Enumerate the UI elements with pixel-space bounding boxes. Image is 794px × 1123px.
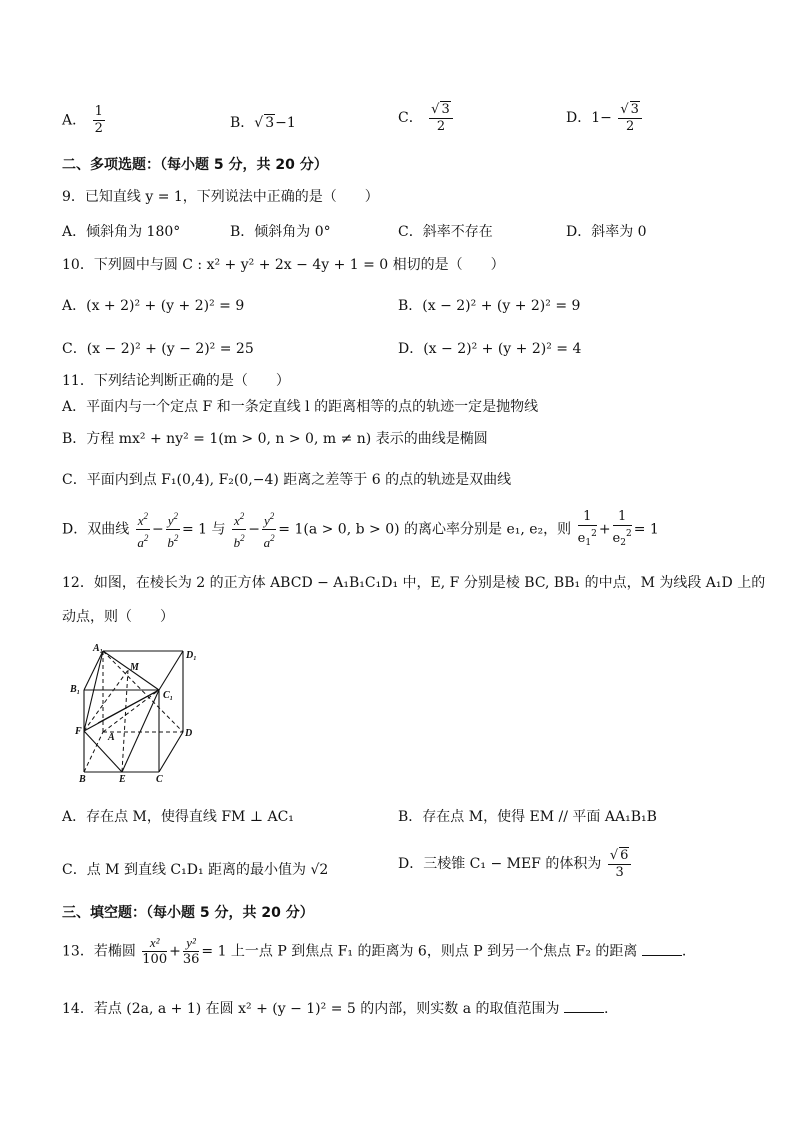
q12-option-b: B．存在点 M，使得 EM // 平面 AA₁B₁B	[398, 809, 657, 825]
label-b1: B₁	[70, 684, 81, 695]
q13-answer-blank[interactable]	[642, 943, 682, 956]
label-f: F	[75, 726, 82, 737]
section-title-fill-blank: 三、填空题：（每小题 5 分，共 20 分）	[62, 905, 314, 921]
q10-option-c: C．(x − 2)² + (y − 2)² = 25	[62, 341, 254, 357]
q8-option-a: A． $\frac{1}{2}$	[62, 104, 103, 136]
q10-option-b: B．(x − 2)² + (y + 2)² = 9	[398, 298, 581, 314]
q11-option-b: B．方程 mx² + ny² = 1(m > 0, n > 0, m ≠ n) 表示的曲线是椭圆	[62, 431, 488, 447]
q10-option-d: D．(x − 2)² + (y + 2)² = 4	[398, 341, 582, 357]
q10-option-a: A．(x + 2)² + (y + 2)² = 9	[62, 298, 245, 314]
q9-stem: 9．已知直线 y = 1，下列说法中正确的是（ ）	[62, 189, 379, 205]
section-title-multi-choice: 二、多项选题：（每小题 5 分，共 20 分）	[62, 157, 328, 173]
label-m: M	[130, 662, 139, 673]
label-e: E	[119, 774, 126, 785]
q14-answer-blank[interactable]	[564, 1000, 604, 1013]
q8-option-d: D．1− $\frac{√ 3}{2}$	[566, 101, 644, 135]
label-d: D	[185, 728, 193, 739]
q9-option-d: D．斜率为 0	[566, 224, 647, 240]
q14-question: 14．若点 (2a, a + 1) 在圆 x² + (y − 1)² = 5 的内部，则实数 a 的取值范围为 .	[62, 1001, 609, 1017]
label-a1: A₁	[93, 643, 104, 654]
q9-option-b: B．倾斜角为 0°	[230, 224, 331, 240]
q11-option-a: A．平面内与一个定点 F 和一条定直线 l 的距离相等的点的轨迹一定是抛物线	[62, 399, 539, 415]
q9-option-c: C．斜率不存在	[398, 224, 493, 240]
q13-question: 13．若椭圆 $\frac{\text{x²}}{100}$ + $\frac{\text{y²}}{36}$ = 1 上一点 P 到焦点 F₁ 的距离为 6，则点 P 到另一个焦点 F₂ 的距离 .	[62, 935, 687, 967]
q12-option-a: A．存在点 M，使得直线 FM ⊥ AC₁	[62, 809, 294, 825]
q11-option-c: C．平面内到点 F₁(0,4), F₂(0,−4) 距离之差等于 6 的点的轨迹是双曲线	[62, 472, 512, 488]
q10-stem: 10．下列圆中与圆 C : x² + y² + 2x − 4y + 1 = 0 相切的是（ ）	[62, 257, 505, 273]
label-d1: D₁	[186, 650, 197, 661]
q12-stem-line1: 12．如图，在棱长为 2 的正方体 ABCD − A₁B₁C₁D₁ 中，E, F 分别是棱 BC, BB₁ 的中点，M 为线段 A₁D 上的	[62, 575, 766, 591]
label-b: B	[79, 774, 86, 785]
cube-figure	[70, 640, 210, 785]
label-c1: C₁	[163, 690, 174, 701]
q8-option-c: C． $\frac{√ 3}{2}$	[398, 101, 455, 135]
q12-stem-line2: 动点，则（ ）	[62, 609, 174, 625]
label-c: C	[156, 774, 163, 785]
label-a: A	[108, 732, 115, 743]
q11-stem: 11．下列结论判断正确的是（ ）	[62, 373, 290, 389]
q11-option-d: D．双曲线 $\frac{x^2}{a^2}$ − $\frac{y^2}{b^2}$ = 1 与 $\frac{x^2}{b^2}$ − $\frac{y^2}{a^2}$ = 1(a > 0, b > 0) 的离心率分别是 e₁, e₂，则 $\frac{1}{e_1^2}$ + $\frac{1}{e_2^2}$ = 1	[62, 508, 659, 550]
q12-option-d: D．三棱锥 C₁ − MEF 的体积为 $\frac{√ 6}{3}$	[398, 847, 633, 881]
q12-option-c: C．点 M 到直线 C₁D₁ 距离的最小值为 √2	[62, 862, 329, 878]
q9-option-a: A．倾斜角为 180°	[62, 224, 181, 240]
q8-option-b: B．√ 3−1	[230, 115, 296, 131]
